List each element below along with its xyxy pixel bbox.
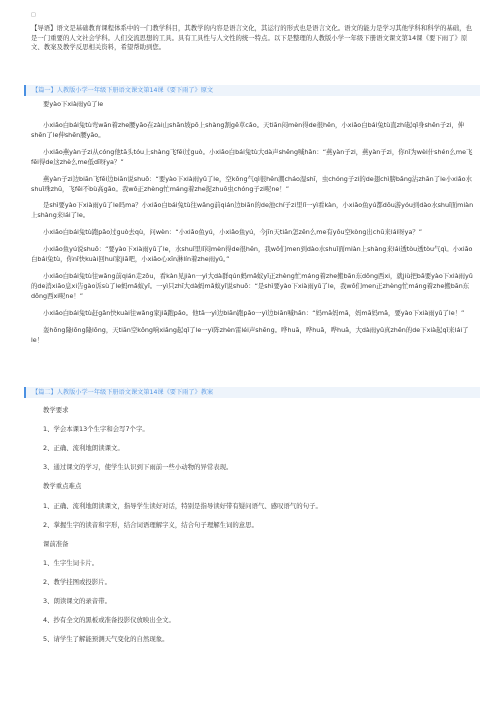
- intro-paragraph: 【导语】语文是基础教育课程体系中的一门教学科目，其教学的内容是语言文化，其运行的形式也是语言文化。语文的能力是学习其他学科和科学的基础，也是一门重要的人文社会学科。人们交流思想的工具。具有工具性与人文性的统一特点。以下是整理的人教版小学一年级下册语文课文第14课《要下雨了》原文、教案及教学反思相关资料，希望帮助到您。: [31, 24, 472, 52]
- passage-paragraph: 小xiǎo白bái兔tù往wǎng前qián走zǒu，看kàn见jiàn一yì大dà群qún蚂mǎ蚁yǐ正zhèng忙máng着zhe搬bān东dōng西xi，就jiù把bǎ要yào下xià雨yǔ的de消xiāo息xi告gào诉sù了le蚂mǎ蚁yǐ。一yì只zhī大dà蚂mǎ蚁yǐ说shuō：“是shì要yào下xià雨yǔ了le，我wǒ们men正zhèng忙máng着zhe搬bān东dōng西xi呢ne！”: [31, 272, 473, 300]
- lesson-plan: [31, 406, 477, 654]
- passage-paragraph: 轰hōng隆lōng隆lōng，天tiān空kōng响xiǎng起qǐ了le一yì阵zhèn雷léi声shēng。哗huā，哗huā，哗huā，大dà雨yǔ真zhēn的de下xià起qǐ来lái了le！: [31, 325, 469, 344]
- plan-item: 1、学会本课13个生字和会写7个字。: [43, 425, 149, 434]
- passage-paragraph: 是shì要yào下xià雨yǔ了le吗ma？小xiǎo白bái兔tù往wǎng前qián边biān的de池chí子zi里lǐ一yì看kàn，小xiǎo鱼yú都dōu游yóu到dào水shuǐ面miàn上shàng来lái了le。: [31, 201, 474, 220]
- passage-paragraph: 小xiǎo鱼yú说shuō：“要yào下xià雨yǔ了le，水shuǐ里lǐ闷mèn得de很hěn，我wǒ们men到dào水shuǐ面miàn上shàng来lái透tòu透tòu气qì。小xiǎo白bái兔tù，你nǐ快kuài回huí家jiā吧，小xiǎo心xīn淋lín着zhe雨yǔ。”: [31, 245, 473, 264]
- plan-item: 1、生字生词卡片。: [43, 558, 99, 567]
- plan-item: 1、正确、流利地朗读课文，指导学生读好对话，特别是指导读好带有疑问语气、感叹语气的句子。: [43, 501, 322, 510]
- plan-heading: 教学重点难点: [43, 482, 82, 491]
- plan-item: 3、朗读课文的录音带。: [43, 597, 111, 606]
- plan-heading: 课前准备: [43, 539, 69, 548]
- passage-title: 要yào下xià雨yǔ了le: [43, 100, 104, 108]
- plan-item: 5、请学生了解能预测天气变化的自然现象。: [43, 635, 169, 644]
- plan-item: 2、掌握生字的读音和字形，结合词语理解字义，结合句子理解生词的意思。: [43, 520, 258, 529]
- passage-paragraph: 燕yàn子zi边biān飞fēi边biān说shuō：“要yào下xià雨yǔ了le，空kōng气qì很hěn潮cháo湿shī，虫chóng子zi的de翅chì膀bǎng沾zhān了le小xiǎo水shuǐ珠zhū，飞fēi不bù高gāo。我wǒ正zhèng忙máng着zhe捉zhuō虫chóng子zi呢ne！”: [31, 174, 472, 193]
- passage-paragraph: 小xiǎo白bái兔tù跑pǎo过guò去qù，问wèn：“小xiǎo鱼yú，小xiǎo鱼yú，今jīn天tiān怎zěn么me有yǒu空kòng出chū来lái呀ya？”: [43, 228, 423, 237]
- passage-paragraph: 小xiǎo燕yàn子zi从cóng他tā头tóu上shàng飞fēi过guò。小xiǎo白bái兔tù大dà声shēng喊hǎn：“燕yàn子zi，燕yàn子zi，你nǐ为wèi什shén么me飞fēi得de这zhè么me低dī呀ya？”: [31, 147, 473, 166]
- plan-heading: 教学要求: [43, 406, 69, 414]
- top-mark: □: [31, 12, 36, 18]
- plan-item: 3、通过课文的学习，使学生认识到下雨前一些小动物的异常表现。: [43, 463, 233, 472]
- plan-item: 2、正确、流利地朗读课文。: [43, 444, 124, 453]
- plan-item: 2、教学挂图或投影片。: [43, 577, 111, 586]
- section-header-lesson-plan[interactable]: 【篇二】人教版小学一年级下册语文课文第14课《要下雨了》教案: [24, 387, 480, 398]
- passage-paragraph: 小xiǎo白bái兔tù弯wān着zhe腰yāo在zài山shān坡pō上shàng割gē草cǎo。天tiān闷mèn得de很hěn，小xiǎo白bái兔tù直zhí起qǐ身shēn子zi，伸shēn了le伸shēn腰yāo。: [31, 120, 465, 139]
- passage-paragraph: 小xiǎo白bái兔tù赶gǎn快kuài往wǎng家jiā跑pǎo。他tā一yì边biān跑pǎo一yì边biān喊hǎn：“妈mā妈mā，妈mā妈mā，要yào下xià雨yǔ了le！”: [43, 308, 465, 317]
- plan-item: 4、抄有全文的黑板或准备投影仪放映出全文。: [43, 616, 175, 625]
- section-header-text[interactable]: 【篇一】人教版小学一年级下册语文课文第14课《要下雨了》原文: [24, 85, 480, 96]
- passage-text: [31, 100, 477, 353]
